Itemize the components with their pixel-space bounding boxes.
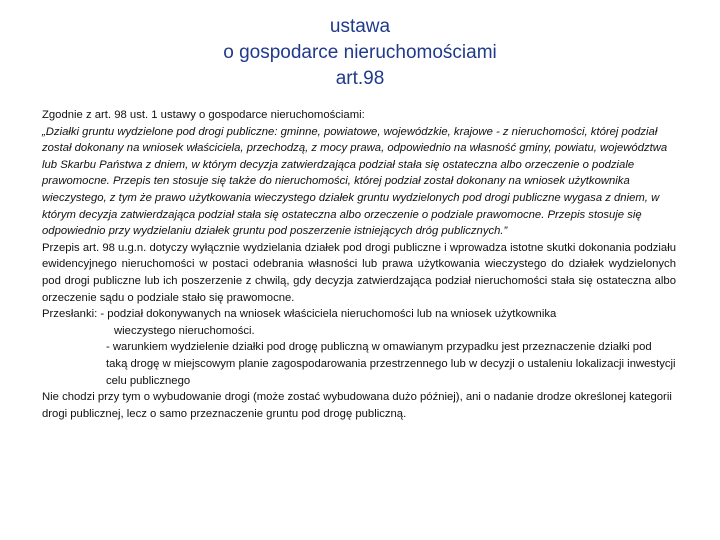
premises-line: Przesłanki: - podział dokonywanych na wniosek właściciela nieruchomości lub na wniosek użytkownika bbox=[42, 308, 557, 321]
condition-paragraph: - warunkiem wydzielenie działki pod drogę publiczną w omawianym przypadku jest przeznaczenie działki pod taką drogę w miejscowym planie zagospodarowania przestrzennego lub w decyzji o ustaleniu lokalizacji inwestycji celu publicznego bbox=[106, 341, 676, 387]
title-line-3: art.98 bbox=[335, 68, 385, 89]
premises-continuation: wieczystego nieruchomości. bbox=[114, 324, 255, 337]
commentary-paragraph: Przepis art. 98 u.g.n. dotyczy wyłącznie wydzielania działek pod drogi publiczne i wprowadza istotne skutki dokonania podziału ewidencyjnego nieruchomości w postaci odebrania własności lub prawa użytkowania wieczystego do działek wydzielonych pod drogi publiczne lub ich poszerzenie z chwilą, gdy decyzja zatwierdzająca podział nieruchomości stała się ostateczna albo orzeczenie sądu o podziale stało się prawomocne. bbox=[42, 241, 676, 304]
title-line-1: ustawa bbox=[329, 16, 391, 37]
slide-title bbox=[0, 14, 720, 92]
closing-paragraph: Nie chodzi przy tym o wybudowanie drogi (może zostać wybudowana dużo później), ani o nadanie drodze określonej kategorii drogi publicznej, lecz o samo przeznaczenie gruntu pod drogę publiczną. bbox=[42, 391, 672, 420]
title-line-2: o gospodarce nieruchomościami bbox=[223, 42, 497, 63]
statute-quote: „Działki gruntu wydzielone pod drogi publiczne: gminne, powiatowe, wojewódzkie, krajowe - z nieruchomości, której podział został dokonany na wniosek właściciela, przechodzą, z mocy prawa, odpowiednio na własność gminy, powiatu, województwa lub Skarbu Państwa z dniem, w którym decyzja zatwierdzająca podział stała się ostateczna albo orzeczenie o podziale prawomocne. Przepis ten stosuje się także do nieruchomości, której podział został dokonany na wniosek użytkownika wieczystego, z tym że prawo użytkowania wieczystego działek gruntu wydzielonych pod drogi publiczne wygasa z dniem, w którym decyzja zatwierdzająca podział stała się ostateczna albo orzeczenie o podziale prawomocne. Przepis stosuje się odpowiednio przy wydzielaniu działek gruntu pod poszerzenie istniejących dróg publicznych.” bbox=[42, 125, 668, 238]
intro-paragraph: Zgodnie z art. 98 ust. 1 ustawy o gospodarce nieruchomościami: bbox=[42, 109, 365, 121]
slide-body bbox=[42, 107, 676, 422]
